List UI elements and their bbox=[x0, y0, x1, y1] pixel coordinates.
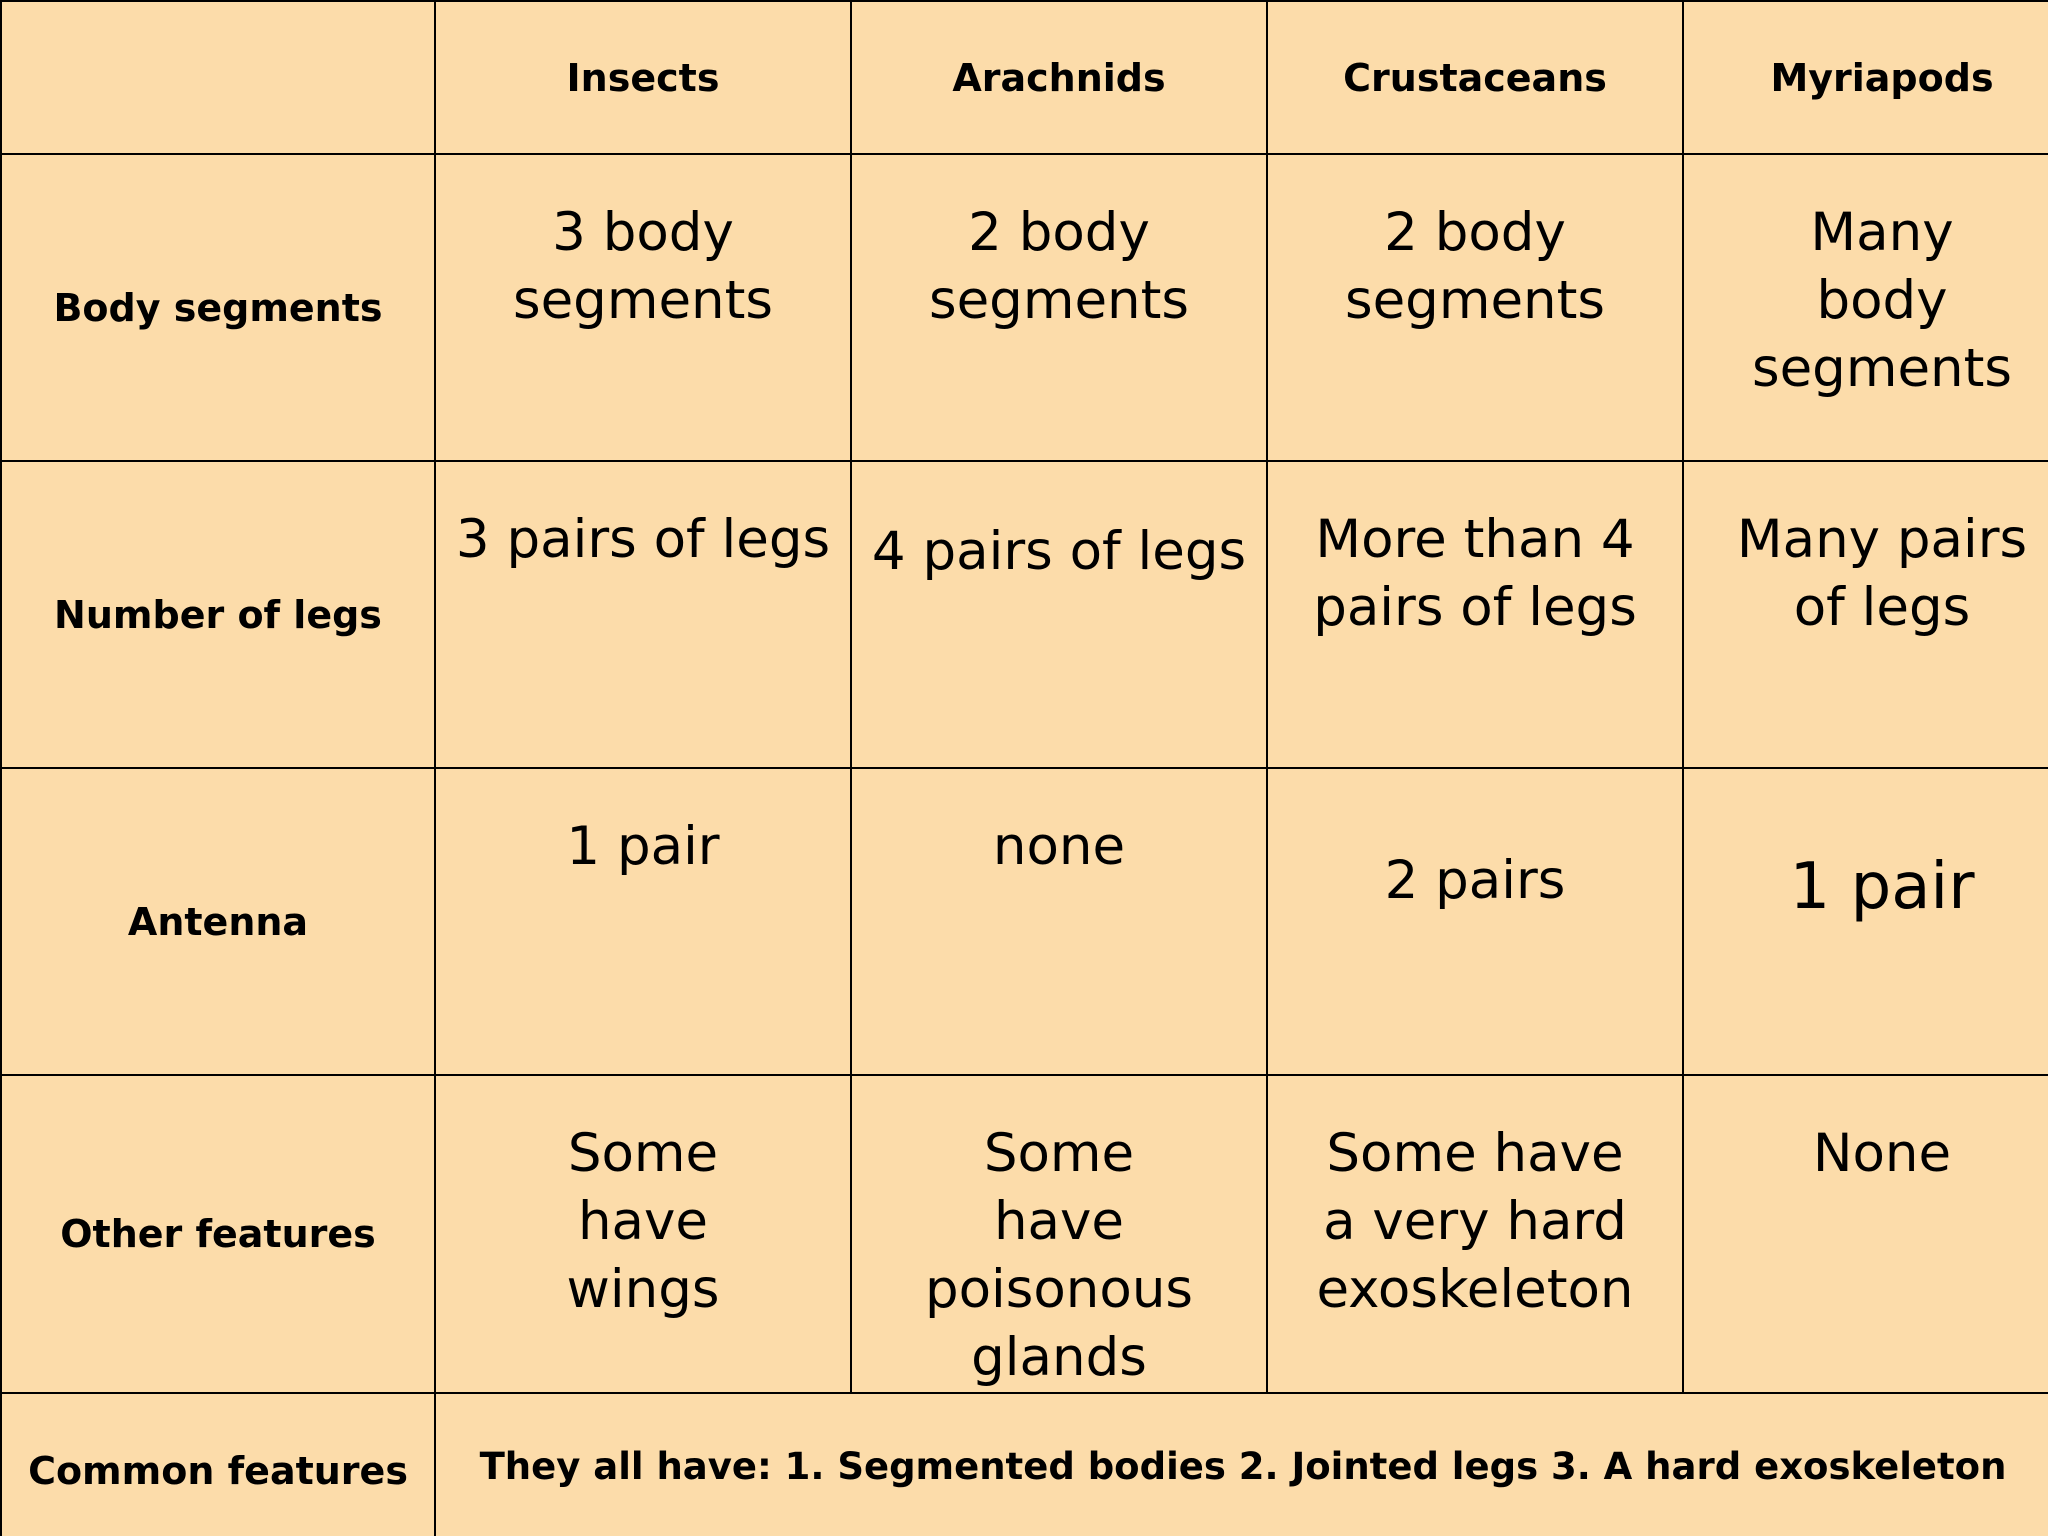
header-crustaceans: Crustaceans bbox=[1267, 1, 1683, 154]
table-cell bbox=[1267, 461, 1683, 768]
table-row bbox=[1, 154, 2048, 461]
table-cell bbox=[435, 768, 851, 1075]
table-cell bbox=[435, 1075, 851, 1393]
cell-text: None bbox=[1812, 1123, 1952, 1184]
cell-text: 2 pairs bbox=[1384, 850, 1566, 911]
cell-text: Some have a very hard exoskeleton bbox=[1316, 1123, 1634, 1320]
header-row bbox=[1, 1, 2048, 154]
cell-text: 2 body segments bbox=[1344, 202, 1606, 331]
header-arachnids: Arachnids bbox=[851, 1, 1267, 154]
corner-cell bbox=[1, 1, 435, 154]
row-label-number-of-legs: Number of legs bbox=[1, 461, 435, 768]
table-cell bbox=[1267, 1075, 1683, 1393]
row-label-antenna: Antenna bbox=[1, 768, 435, 1075]
table-cell bbox=[851, 768, 1267, 1075]
cell-text: Some have poisonous glands bbox=[924, 1123, 1194, 1388]
table-cell bbox=[851, 461, 1267, 768]
table-cell bbox=[435, 461, 851, 768]
cell-text: Many pairs of legs bbox=[1736, 509, 2028, 638]
cell-text: 1 pair bbox=[566, 816, 720, 877]
table-cell bbox=[1683, 461, 2048, 768]
cell-text: 3 body segments bbox=[512, 202, 774, 331]
table-cell bbox=[851, 1075, 1267, 1393]
table-cell bbox=[1267, 768, 1683, 1075]
row-label-common-features: Common features bbox=[1, 1393, 435, 1536]
table-row bbox=[1, 768, 2048, 1075]
table-cell bbox=[435, 154, 851, 461]
table-cell bbox=[1683, 154, 2048, 461]
cell-text: 3 pairs of legs bbox=[455, 509, 831, 570]
cell-text: Many body segments bbox=[1751, 202, 2013, 399]
row-label-other-features: Other features bbox=[1, 1075, 435, 1393]
common-features-text bbox=[435, 1393, 2048, 1536]
cell-text: 1 pair bbox=[1789, 850, 1975, 924]
header-insects: Insects bbox=[435, 1, 851, 154]
table-row bbox=[1, 1075, 2048, 1393]
cell-text: More than 4 pairs of legs bbox=[1313, 509, 1637, 638]
cell-text: 4 pairs of legs bbox=[871, 521, 1247, 582]
row-label-body-segments: Body segments bbox=[1, 154, 435, 461]
cell-text: 2 body segments bbox=[928, 202, 1190, 331]
table-cell bbox=[1267, 154, 1683, 461]
cell-text: Some have wings bbox=[566, 1123, 720, 1320]
common-features-row bbox=[1, 1393, 2048, 1536]
table-cell bbox=[1683, 1075, 2048, 1393]
header-myriapods: Myriapods bbox=[1683, 1, 2048, 154]
cell-text: none bbox=[992, 816, 1126, 877]
common-features-value: They all have: 1. Segmented bodies 2. Jointed legs 3. A hard exoskeleton bbox=[479, 1445, 2007, 1488]
table-row bbox=[1, 461, 2048, 768]
table-cell bbox=[1683, 768, 2048, 1075]
table-cell bbox=[851, 154, 1267, 461]
